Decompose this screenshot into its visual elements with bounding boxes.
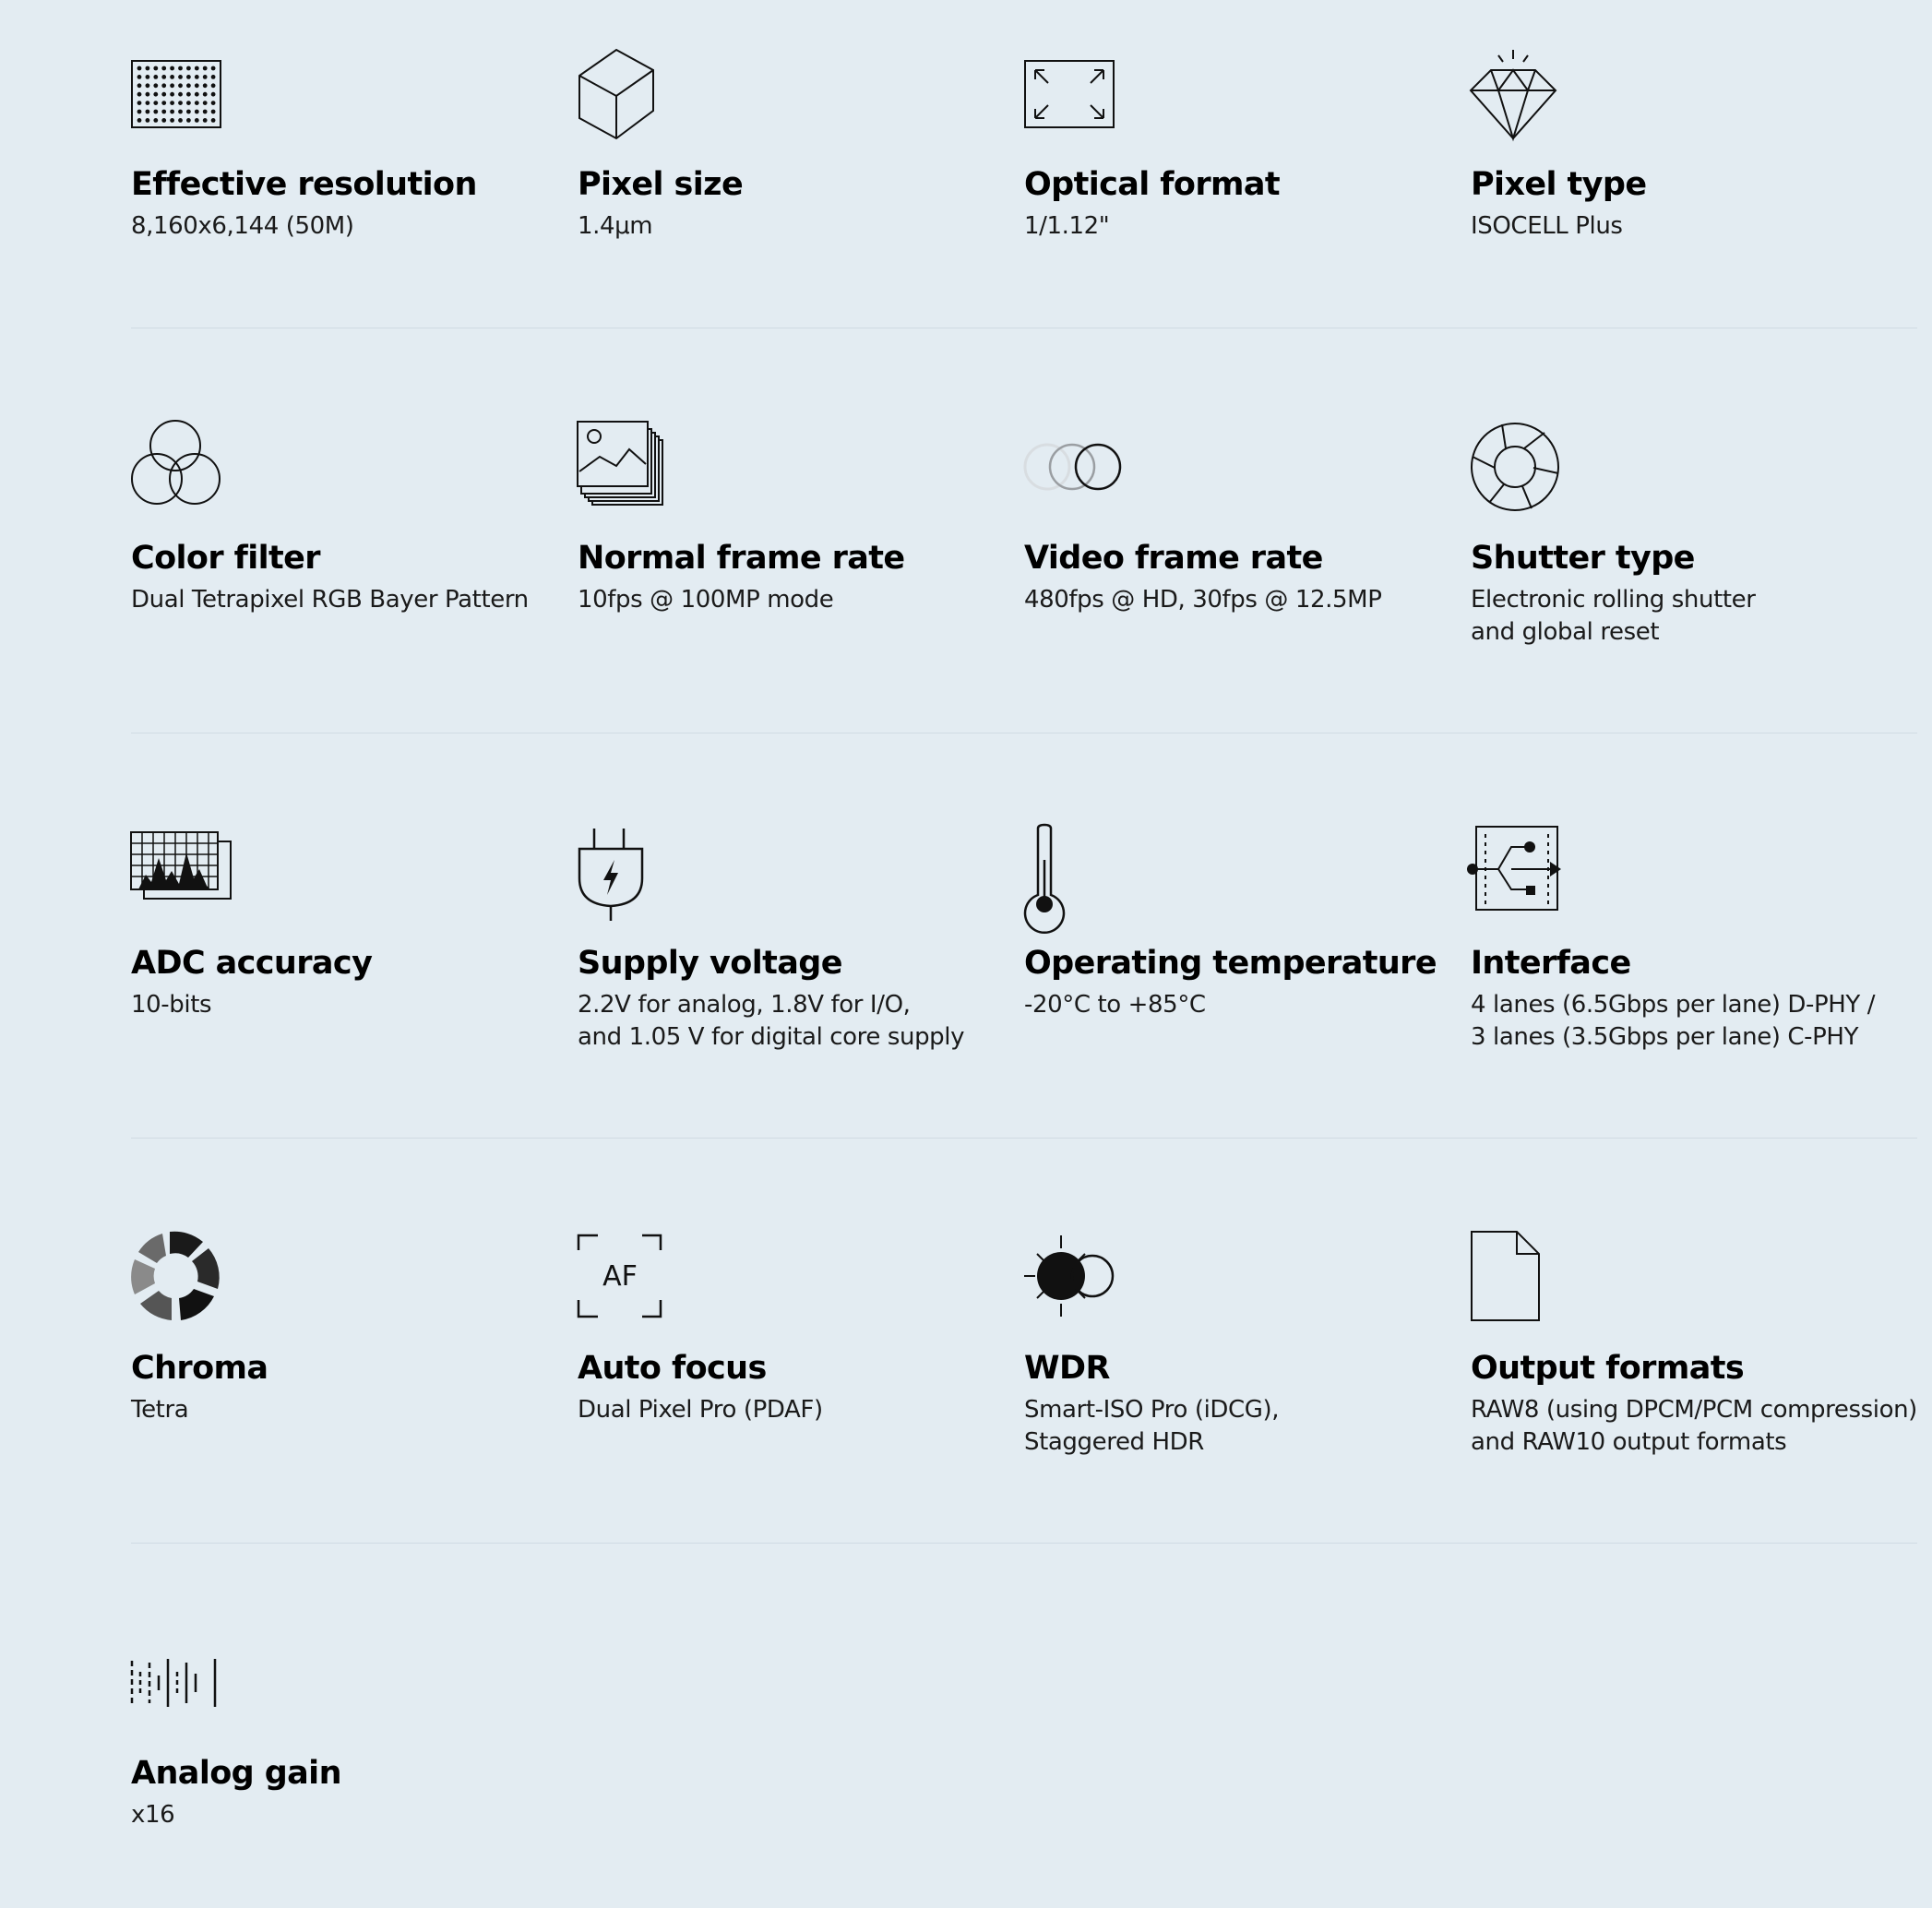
spec-title: Chroma	[131, 1350, 268, 1387]
spec-value-line: Dual Pixel Pro (PDAF)	[578, 1396, 823, 1424]
af-label: AF	[602, 1260, 638, 1293]
spec-value	[131, 1394, 188, 1426]
spec-value-line: ISOCELL Plus	[1471, 212, 1623, 240]
spec-title: Color filter	[131, 540, 320, 577]
spec-row	[131, 825, 1917, 1074]
spec-value-line: 1.4μm	[578, 212, 653, 240]
spec-value-line: and 1.05 V for digital core supply	[578, 1023, 965, 1051]
spec-title: Video frame rate	[1024, 540, 1323, 577]
spec-value	[1471, 584, 1756, 649]
spec-title: Pixel type	[1471, 166, 1647, 203]
spec-value-line: x16	[131, 1801, 175, 1829]
color-circles-icon	[131, 420, 251, 521]
spec-title: Shutter type	[1471, 540, 1695, 577]
spec-value-line: RAW8 (using DPCM/PCM compression)	[1471, 1396, 1917, 1424]
thermometer-icon	[1024, 825, 1144, 926]
spec-title: Output formats	[1471, 1350, 1745, 1387]
chroma-wheel-icon	[131, 1230, 251, 1331]
aperture-icon	[1471, 420, 1591, 521]
wdr-icon	[1024, 1230, 1144, 1331]
gain-bars-icon	[131, 1635, 251, 1736]
row-divider	[131, 1543, 1917, 1544]
spec-value	[578, 1394, 823, 1426]
motion-circles-icon	[1024, 420, 1144, 521]
spec-value-line: 1/1.12"	[1024, 212, 1110, 240]
autofocus-icon	[578, 1230, 698, 1331]
image-stack-icon	[578, 420, 698, 521]
spec-value-line: 8,160x6,144 (50M)	[131, 212, 354, 240]
spec-title: Analog gain	[131, 1755, 341, 1792]
spec-value-line: Staggered HDR	[1024, 1428, 1204, 1456]
spec-title: ADC accuracy	[131, 945, 373, 982]
histogram-icon	[131, 825, 251, 926]
spec-title: Optical format	[1024, 166, 1281, 203]
row-divider	[131, 1138, 1917, 1139]
spec-value-line: Dual Tetrapixel RGB Bayer Pattern	[131, 586, 529, 614]
spec-value	[1024, 210, 1109, 243]
spec-value-line: 480fps @ HD, 30fps @ 12.5MP	[1024, 586, 1382, 614]
spec-value	[1471, 210, 1623, 243]
spec-value	[578, 210, 652, 243]
spec-title: Interface	[1471, 945, 1631, 982]
spec-value	[578, 584, 833, 616]
document-icon	[1471, 1230, 1591, 1331]
spec-value-line: Electronic rolling shutter	[1471, 586, 1756, 614]
cube-icon	[578, 46, 698, 148]
spec-value-line: Smart-ISO Pro (iDCG),	[1024, 1396, 1280, 1424]
spec-title: Supply voltage	[578, 945, 842, 982]
spec-value	[131, 1799, 174, 1831]
spec-title: Pixel size	[578, 166, 744, 203]
expand-arrows-icon	[1024, 46, 1144, 148]
power-plug-icon	[578, 825, 698, 926]
spec-value	[1471, 989, 1875, 1054]
spec-value	[1024, 1394, 1279, 1459]
spec-title: Normal frame rate	[578, 540, 905, 577]
spec-row	[131, 1230, 1917, 1479]
diamond-icon	[1471, 46, 1591, 148]
spec-value-line: 3 lanes (3.5Gbps per lane) C-PHY	[1471, 1023, 1859, 1051]
spec-value	[131, 584, 529, 616]
spec-title: WDR	[1024, 1350, 1110, 1387]
spec-row	[131, 420, 1917, 669]
spec-value-line: and global reset	[1471, 618, 1660, 646]
spec-value-line: 10-bits	[131, 991, 212, 1019]
pixel-grid-icon	[131, 46, 251, 148]
spec-value-line: and RAW10 output formats	[1471, 1428, 1787, 1456]
spec-value-line: Tetra	[131, 1396, 189, 1424]
spec-value	[578, 989, 964, 1054]
spec-row	[131, 46, 1917, 258]
spec-title: Auto focus	[578, 1350, 767, 1387]
spec-value	[131, 210, 354, 243]
spec-title: Effective resolution	[131, 166, 477, 203]
spec-title: Operating temperature	[1024, 945, 1437, 982]
spec-value-line: 2.2V for analog, 1.8V for I/O,	[578, 991, 911, 1019]
spec-value	[1024, 584, 1381, 616]
spec-value	[1024, 989, 1206, 1021]
spec-value-line: -20°C to +85°C	[1024, 991, 1206, 1019]
spec-value-line: 4 lanes (6.5Gbps per lane) D-PHY /	[1471, 991, 1876, 1019]
spec-value-line: 10fps @ 100MP mode	[578, 586, 834, 614]
spec-row	[131, 1635, 1917, 1847]
spec-value	[131, 989, 211, 1021]
circuit-icon	[1471, 825, 1591, 926]
spec-value	[1471, 1394, 1917, 1459]
